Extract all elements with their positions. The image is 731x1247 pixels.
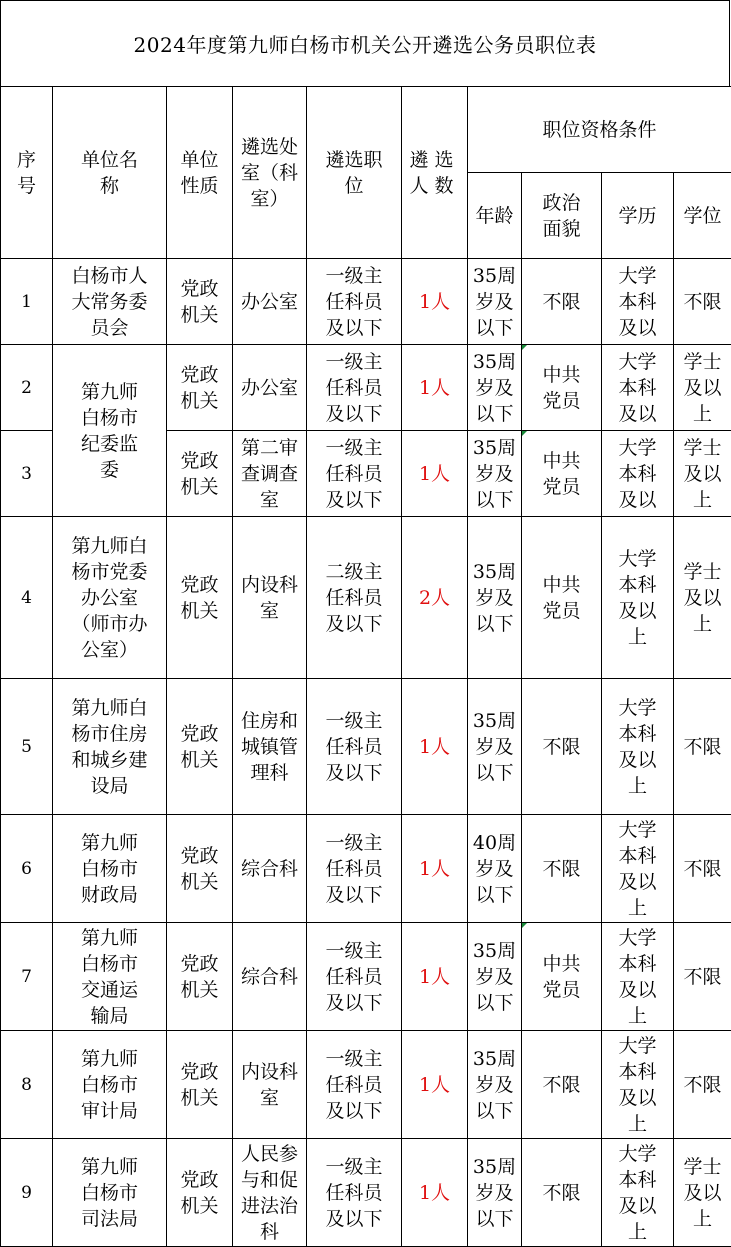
row-position: 一级主任科员及以下 (307, 679, 402, 815)
row-count: 1人 (402, 1031, 468, 1139)
row-political: 不限 (522, 259, 602, 345)
row-dept: 综合科 (233, 815, 307, 923)
row-dept: 办公室 (233, 259, 307, 345)
row-seq: 7 (1, 923, 53, 1031)
row-political: 中共党员 (522, 923, 602, 1031)
row-count: 1人 (402, 259, 468, 345)
row-unit-merged: 第九师白杨市纪委监委 (53, 345, 167, 517)
table-row (1, 1031, 731, 1139)
row-dept (233, 1139, 307, 1247)
row-age: 35周岁及以下 (468, 345, 522, 431)
row-age: 35周岁及以下 (468, 517, 522, 679)
row-age: 35周岁及以下 (468, 923, 522, 1031)
row-unit: 第九师白杨市交通运输局 (53, 923, 167, 1031)
header-count: 遴选人数 (402, 87, 468, 259)
header-dept: 遴选处室（科室） (233, 87, 307, 259)
header-age: 年龄 (468, 173, 522, 259)
row-dept: 办公室 (233, 345, 307, 431)
education-text: 大学本科及以上 (614, 817, 661, 921)
row-seq: 9 (1, 1139, 53, 1247)
row-degree: 学士及以上 (674, 517, 731, 679)
row-unit: 第九师白杨市司法局 (53, 1139, 167, 1247)
row-type: 党政机关 (167, 517, 233, 679)
row-political: 不限 (522, 1139, 602, 1247)
table-row (1, 345, 731, 431)
row-unit: 第九师白杨市审计局 (53, 1031, 167, 1139)
row-seq: 2 (1, 345, 53, 431)
row-count: 1人 (402, 679, 468, 815)
row-education: 大学本科及以 (602, 259, 674, 345)
row-political: 中共党员 (522, 431, 602, 517)
table-row (1, 259, 731, 345)
positions-table (0, 86, 731, 1247)
row-political: 不限 (522, 815, 602, 923)
row-political: 中共党员 (522, 517, 602, 679)
row-dept: 住房和城镇管理科 (233, 679, 307, 815)
row-dept: 第二审查调查室 (233, 431, 307, 517)
row-seq: 5 (1, 679, 53, 815)
row-education (602, 1139, 674, 1247)
education-text: 大学本科及以上 (614, 1141, 661, 1245)
row-seq: 1 (1, 259, 53, 345)
row-seq: 6 (1, 815, 53, 923)
row-type: 党政机关 (167, 259, 233, 345)
row-political: 不限 (522, 679, 602, 815)
row-education: 大学本科及以上 (602, 679, 674, 815)
table-row (1, 815, 731, 923)
row-seq: 8 (1, 1031, 53, 1139)
row-age: 35周岁及以下 (468, 679, 522, 815)
row-degree: 不限 (674, 679, 731, 815)
row-education (602, 1031, 674, 1139)
row-age: 35周岁及以下 (468, 1139, 522, 1247)
row-degree: 学士及以上 (674, 431, 731, 517)
row-unit: 第九师白杨市住房和城乡建设局 (53, 679, 167, 815)
header-degree: 学位 (674, 173, 731, 259)
header-qualifications: 职位资格条件 (468, 87, 731, 173)
row-unit: 第九师白杨市党委办公室（师市办公室） (53, 517, 167, 679)
row-political: 不限 (522, 1031, 602, 1139)
row-type: 党政机关 (167, 431, 233, 517)
row-type: 党政机关 (167, 345, 233, 431)
row-education: 大学本科及以 (602, 345, 674, 431)
row-degree: 不限 (674, 259, 731, 345)
row-seq: 4 (1, 517, 53, 679)
row-degree: 学士及以上 (674, 1139, 731, 1247)
row-degree: 学士及以上 (674, 345, 731, 431)
table-row (1, 517, 731, 679)
table-row (1, 679, 731, 815)
row-count: 1人 (402, 923, 468, 1031)
row-position: 一级主任科员及以下 (307, 923, 402, 1031)
header-row-1 (1, 87, 731, 173)
row-type: 党政机关 (167, 1031, 233, 1139)
row-dept: 内设科室 (233, 1031, 307, 1139)
header-education: 学历 (602, 173, 674, 259)
row-type: 党政机关 (167, 1139, 233, 1247)
row-political: 中共党员 (522, 345, 602, 431)
row-dept: 内设科室 (233, 517, 307, 679)
row-education (602, 815, 674, 923)
header-political: 政治面貌 (522, 173, 602, 259)
row-dept: 综合科 (233, 923, 307, 1031)
row-count: 1人 (402, 431, 468, 517)
row-degree: 不限 (674, 923, 731, 1031)
education-text: 大学本科及以上 (614, 1033, 661, 1137)
row-unit: 白杨市人大常务委员会 (53, 259, 167, 345)
header-position: 遴选职位 (307, 87, 402, 259)
row-count: 1人 (402, 815, 468, 923)
row-type: 党政机关 (167, 923, 233, 1031)
row-seq: 3 (1, 431, 53, 517)
row-education: 大学本科及以上 (602, 517, 674, 679)
header-unit-type: 单位性质 (167, 87, 233, 259)
row-count: 2人 (402, 517, 468, 679)
row-count: 1人 (402, 345, 468, 431)
dept-text: 人民参与和促进法治科 (239, 1141, 300, 1245)
header-unit-name: 单位名称 (53, 87, 167, 259)
table-row (1, 923, 731, 1031)
row-age: 35周岁及以下 (468, 1031, 522, 1139)
row-degree: 不限 (674, 815, 731, 923)
row-position: 一级主任科员及以下 (307, 1139, 402, 1247)
row-type: 党政机关 (167, 815, 233, 923)
header-seq: 序号 (1, 87, 53, 259)
row-type: 党政机关 (167, 679, 233, 815)
table-title: 2024年度第九师白杨市机关公开遴选公务员职位表 (0, 0, 730, 86)
row-position: 一级主任科员及以下 (307, 815, 402, 923)
row-unit: 第九师白杨市财政局 (53, 815, 167, 923)
row-age: 40周岁及以下 (468, 815, 522, 923)
table-row (1, 1139, 731, 1247)
row-education (602, 923, 674, 1031)
row-count: 1人 (402, 1139, 468, 1247)
row-age: 35周岁及以下 (468, 259, 522, 345)
row-age: 35周岁及以下 (468, 431, 522, 517)
row-education: 大学本科及以 (602, 431, 674, 517)
row-degree: 不限 (674, 1031, 731, 1139)
row-position: 一级主任科员及以下 (307, 259, 402, 345)
row-position: 一级主任科员及以下 (307, 345, 402, 431)
row-position: 一级主任科员及以下 (307, 1031, 402, 1139)
row-position: 一级主任科员及以下 (307, 431, 402, 517)
education-text: 大学本科及以上 (614, 925, 661, 1029)
row-position: 二级主任科员及以下 (307, 517, 402, 679)
